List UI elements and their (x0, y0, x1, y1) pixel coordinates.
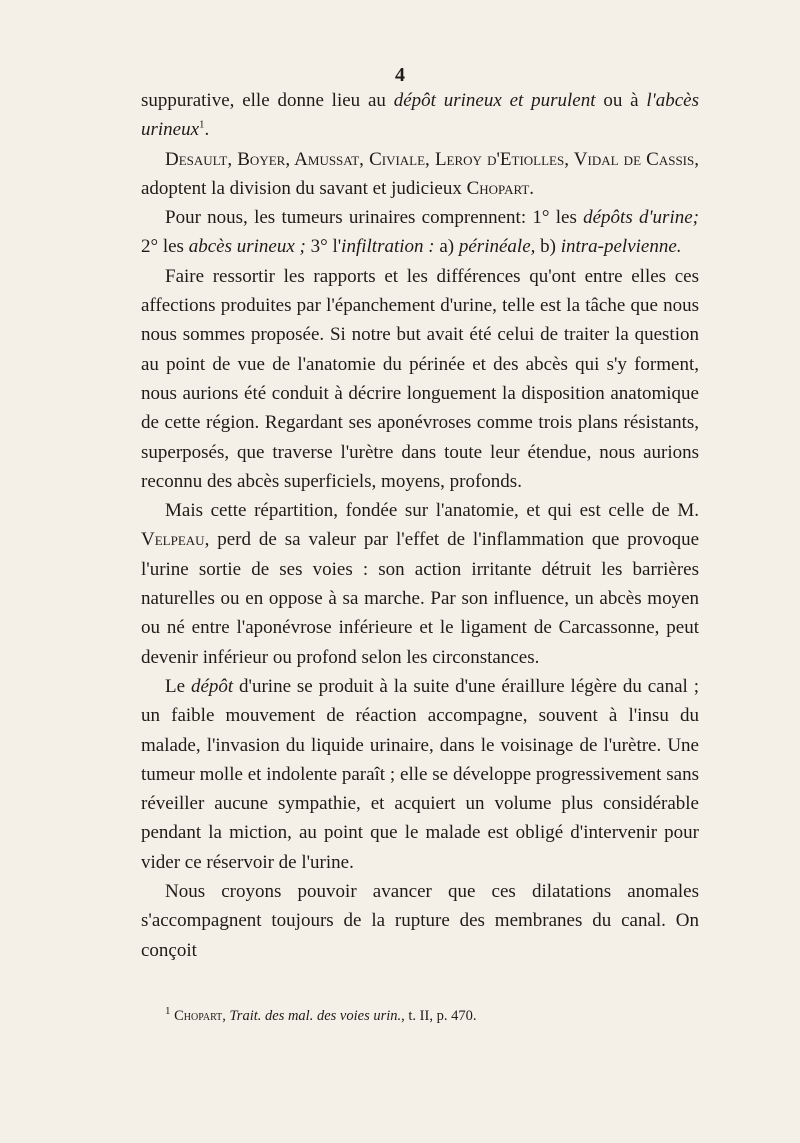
text-run: . (204, 119, 210, 141)
italic-term: l'abcès urineux (141, 90, 699, 141)
paragraph-2 (141, 145, 699, 204)
text-run: . (529, 177, 535, 199)
footnote-author: Chopart (174, 1008, 223, 1024)
paragraph-3 (141, 203, 699, 262)
body-text (141, 86, 699, 965)
page-number: 4 (395, 64, 405, 86)
text-run: a) (434, 236, 459, 258)
text-run: 3° l' (305, 236, 342, 258)
footnote-title: Trait. des mal. des voies urin. (229, 1008, 402, 1024)
paragraph-6 (141, 672, 699, 877)
italic-term: périnéale, (458, 236, 536, 258)
italic-term: abcès urineux ; (188, 236, 306, 258)
text-run: , (222, 1008, 230, 1024)
italic-term: dépôts d'urine; (583, 207, 699, 229)
text-run: adoptent la division du savant et judicieux (141, 177, 467, 199)
footnote-ref: 1 (199, 118, 205, 131)
text-run: 2° les (141, 236, 189, 258)
text-run: Pour nous, les tumeurs urinaires comprennent: 1° les (165, 207, 584, 229)
text-run: suppurative, elle donne lieu au (141, 90, 394, 111)
text-run: b) (535, 236, 561, 258)
paragraph-4: Faire ressortir les rapports et les différences qu'ont entre elles ces affections produites par l'épanchement d'urine, telle est la tâche que nous nous sommes proposée. Si notre but avait été celui de traiter la question au point de vue de l'anatomie du périnée et des abcès qui s'y forment, nous aurions été conduit à décrire longuement la disposition anatomique de cette région. Regardant ses aponévroses comme trois plans résistants, superposés, que traverse l'urètre dans toute leur étendue, nous aurions reconnu des abcès superficiels, moyens, profonds. (141, 265, 699, 492)
footnote (165, 1007, 699, 1025)
text-run: Mais cette répartition, fondée sur l'anatomie, et qui est celle de M. (165, 500, 699, 522)
text-run: , perd de sa valeur par l'effet de l'inflammation que provoque l'urine sortie de ses voies : son action irritante détruit les barrières naturelles ou en oppose à sa marche. Par son influence, un abcès moyen ou né entre l'aponévrose inférieure et le ligament de Carcassonne, peut devenir inférieur ou profond selon les circonstances. (141, 529, 699, 668)
text-run: , t. II, p. 470. (401, 1008, 477, 1024)
author-names: Desault, Boyer, Amussat, Civiale, Leroy d'Etiolles, Vidal de Cassis, (165, 148, 699, 170)
text-run: Le (165, 675, 191, 697)
author-name: Chopart (466, 177, 530, 199)
paragraph-5 (141, 496, 699, 672)
text-run: ou à (595, 90, 647, 111)
italic-term: dépôt urineux et purulent (393, 90, 596, 111)
text-run: d'urine se produit à la suite d'une éraillure légère du canal ; un faible mouvement de réaction accompagne, souvent à l'insu du malade, l'invasion du liquide urinaire, dans le voisinage de l'urètre. Une tumeur molle et indolente paraît ; elle se développe progressivement sans réveiller aucune sympathie, et acquiert un volume plus considérable pendant la miction, au point que le malade est obligé d'intervenir pour vider ce réservoir de l'urine. (141, 675, 699, 873)
paragraph-1 (141, 86, 699, 145)
paragraph-7: Nous croyons pouvoir avancer que ces dilatations anomales s'accompagnent toujours de la rupture des membranes du canal. On conçoit (141, 881, 699, 961)
author-name: Velpeau (141, 529, 205, 551)
italic-term: infiltration : (341, 236, 435, 258)
italic-term: dépôt (190, 675, 234, 697)
footnote-mark: 1 (165, 1005, 171, 1018)
italic-term: intra-pelvienne. (560, 236, 682, 258)
